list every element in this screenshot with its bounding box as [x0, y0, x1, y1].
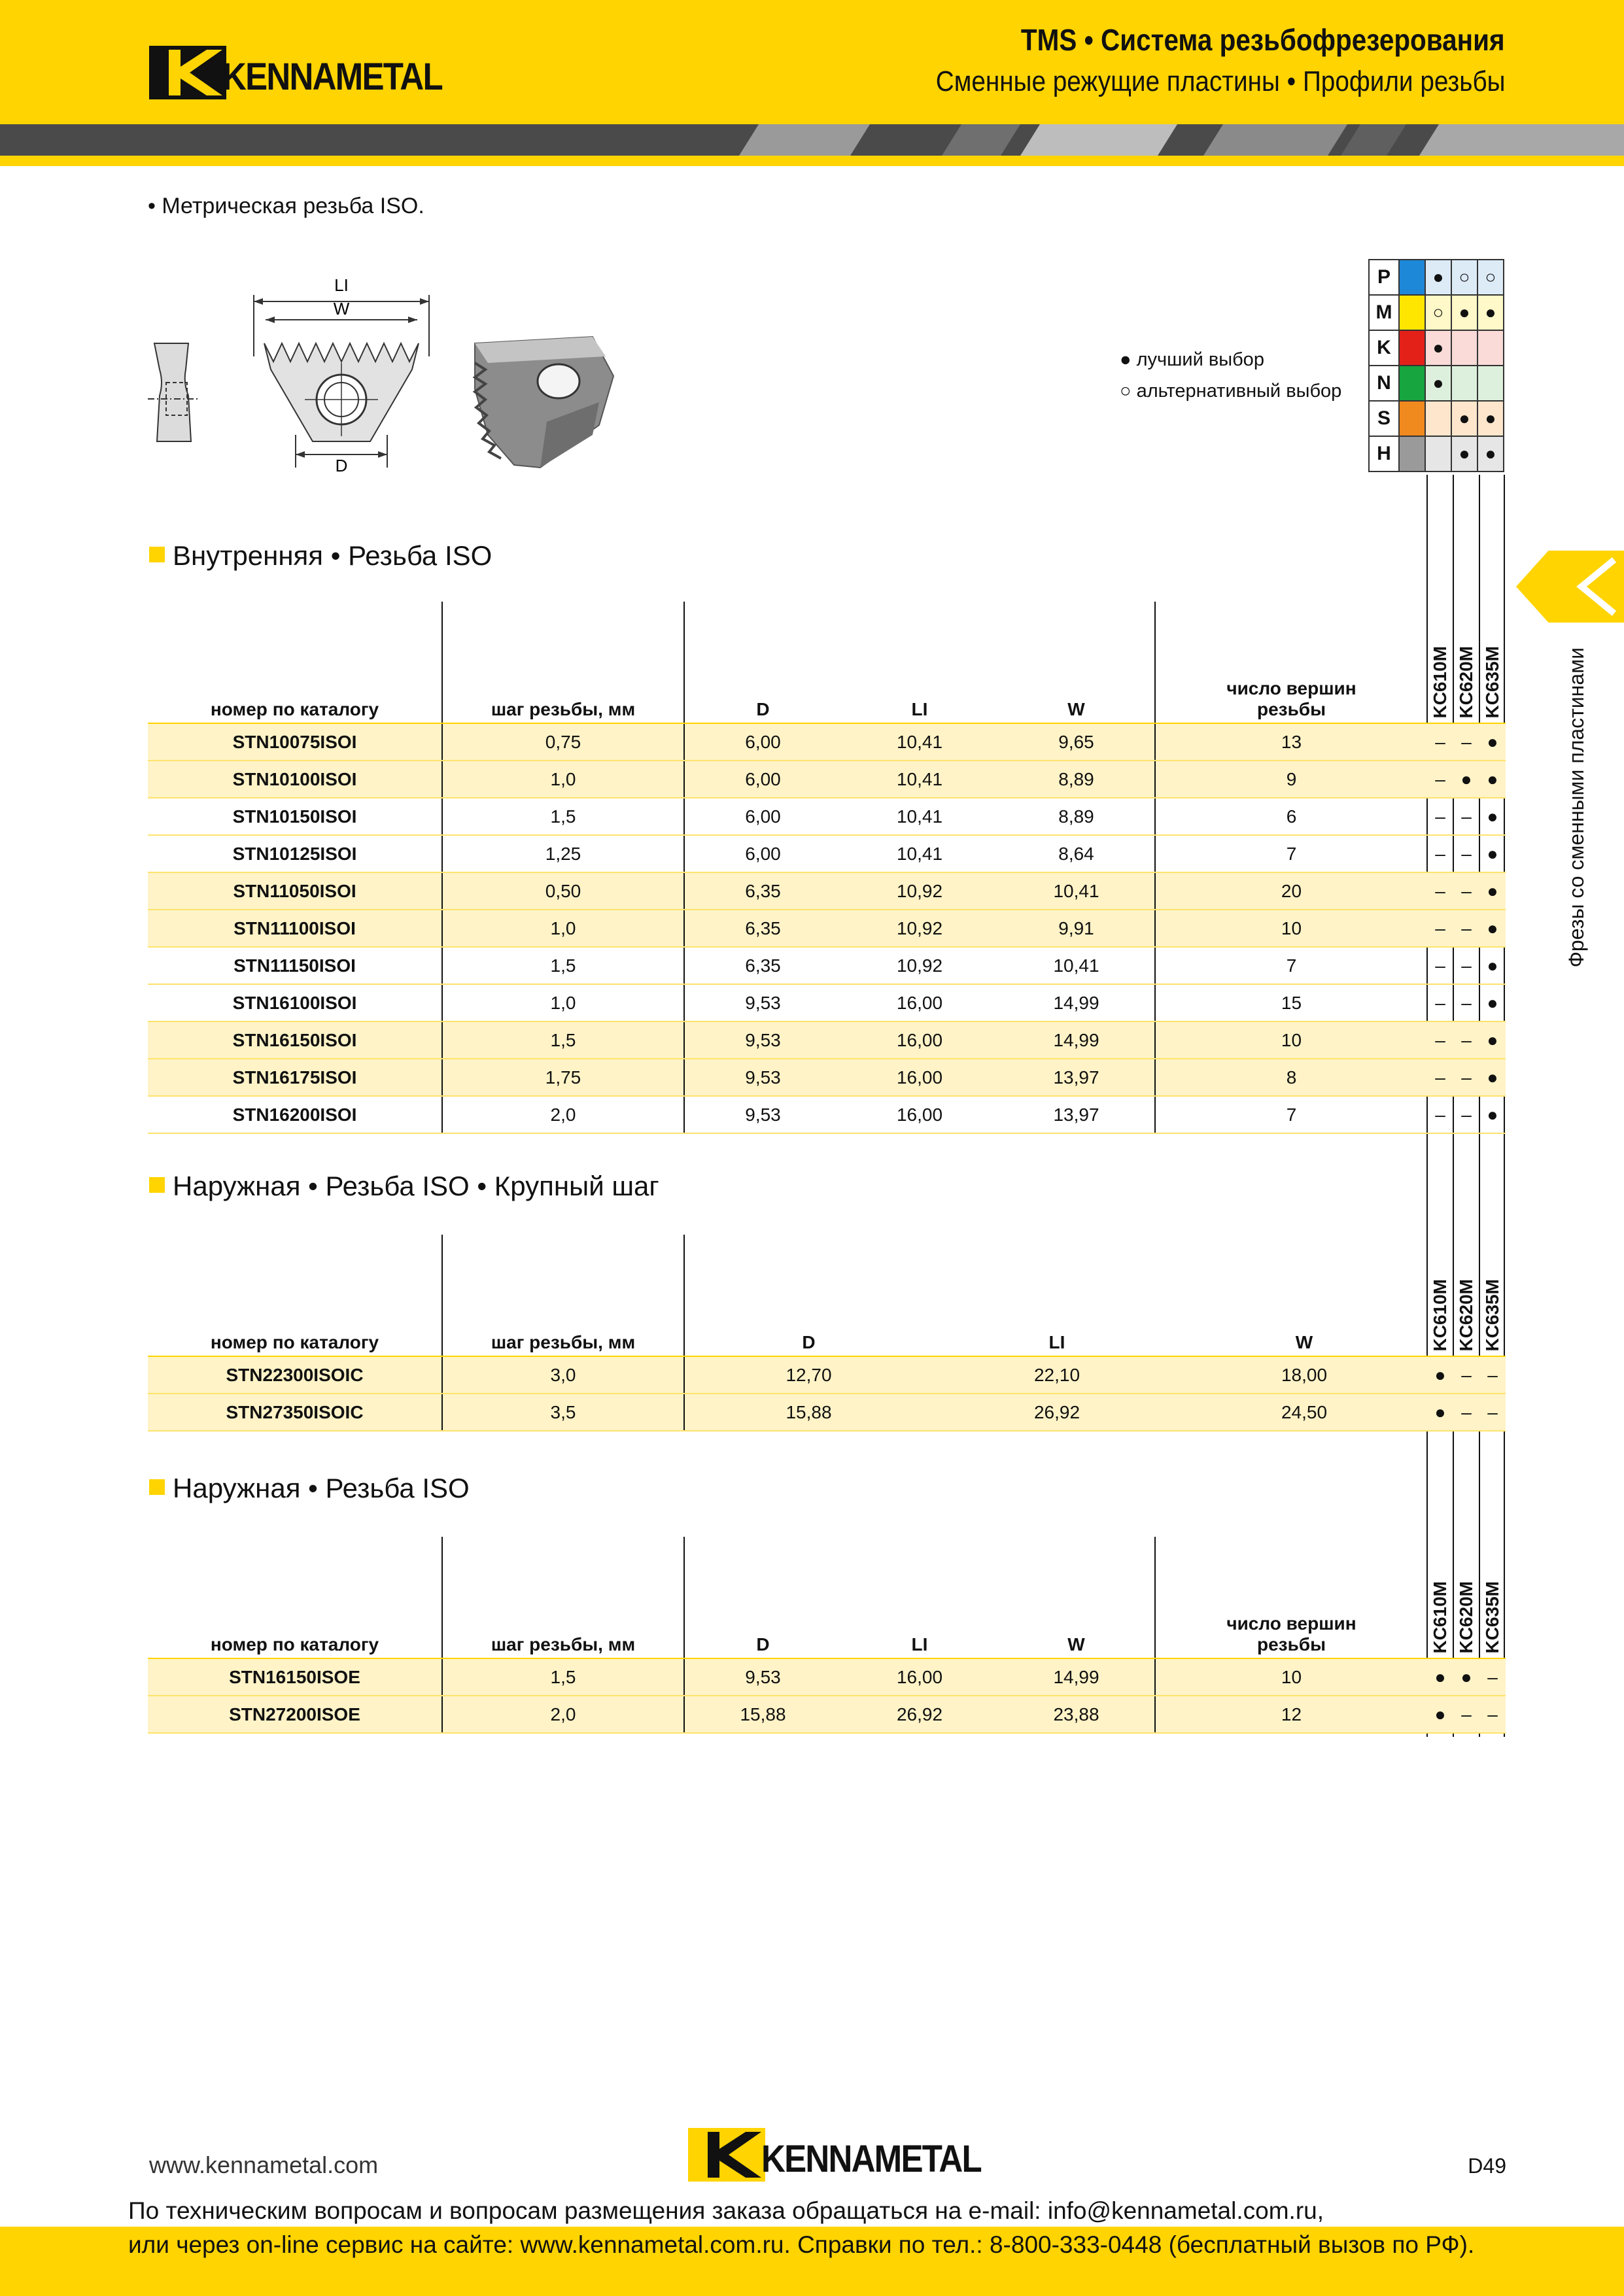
table-row — [148, 761, 1506, 798]
grade-mark: ● — [1427, 1356, 1453, 1394]
cell-pitch: 1,0 — [442, 984, 684, 1021]
cell-li: 10,41 — [841, 835, 998, 872]
column-header: номер по каталогу — [148, 1235, 442, 1356]
material-grade-mark: ● — [1425, 260, 1451, 295]
stripes-decoration-icon — [0, 124, 1624, 156]
column-header: D — [684, 1537, 841, 1658]
grade-mark: – — [1453, 984, 1479, 1021]
cell-w: 14,99 — [998, 1021, 1155, 1059]
column-header: W — [998, 602, 1155, 723]
insert-side-view-icon — [148, 343, 200, 441]
header-yellow-line — [0, 156, 1624, 166]
cell-n: 8 — [1155, 1059, 1427, 1096]
table-external-iso — [148, 1537, 1506, 1734]
material-grade-mark: ○ — [1451, 260, 1477, 295]
grade-mark: – — [1427, 1096, 1453, 1133]
cell-li: 10,92 — [841, 910, 998, 947]
cell-li: 16,00 — [841, 1021, 998, 1059]
table-row — [148, 835, 1506, 872]
grade-mark: – — [1427, 723, 1453, 761]
material-letter: P — [1369, 260, 1399, 295]
table-row — [148, 723, 1506, 761]
kennametal-k-icon — [688, 2128, 765, 2182]
cell-d: 9,53 — [684, 984, 841, 1021]
grade-label: KC635M — [1482, 645, 1502, 718]
table-row — [148, 947, 1506, 984]
material-color-swatch — [1399, 330, 1425, 366]
grade-mark: – — [1427, 947, 1453, 984]
section-heading-external: Наружная • Резьба ISO — [149, 1473, 470, 1504]
cell-d: 9,53 — [684, 1096, 841, 1133]
yellow-square-icon — [149, 1177, 165, 1193]
material-grade-mark: ● — [1477, 295, 1504, 330]
catalog-number: STN27350ISOIC — [148, 1394, 442, 1431]
cell-li: 10,41 — [841, 798, 998, 835]
cell-w: 23,88 — [998, 1696, 1155, 1733]
column-header: W — [1181, 1235, 1427, 1356]
footer-contact-line1: По техническим вопросам и вопросам размещения заказа обращаться на e-mail: info@kennametal.com.ru, — [128, 2197, 1324, 2224]
column-header: LI — [841, 1537, 998, 1658]
cell-n: 13 — [1155, 723, 1427, 761]
cell-d: 12,70 — [684, 1356, 933, 1394]
section-tab — [1516, 551, 1624, 623]
legend-alternative-choice: ○ альтернативный выбор — [1120, 381, 1342, 402]
cell-d: 15,88 — [684, 1394, 933, 1431]
grade-mark: ● — [1453, 761, 1479, 798]
column-header: шаг резьбы, мм — [442, 602, 684, 723]
grade-header-kc620m — [1453, 602, 1479, 723]
cell-li: 16,00 — [841, 1096, 998, 1133]
page-subtitle: Сменные режущие пластины • Профили резьбы — [935, 65, 1505, 97]
page-number: D49 — [1468, 2154, 1506, 2178]
material-row-h — [1369, 436, 1504, 471]
material-grade-mark: ● — [1451, 295, 1477, 330]
cell-d: 9,53 — [684, 1658, 841, 1696]
cell-n: 9 — [1155, 761, 1427, 798]
cell-d: 6,35 — [684, 872, 841, 910]
grade-mark: ● — [1479, 1021, 1506, 1059]
brand-name: KENNAMETAL — [222, 56, 442, 98]
catalog-number: STN10075ISOI — [148, 723, 442, 761]
table-row — [148, 1059, 1506, 1096]
grade-label: KC620M — [1456, 645, 1476, 718]
grade-label: KC635M — [1482, 1581, 1502, 1653]
grade-mark: – — [1453, 798, 1479, 835]
grade-mark: – — [1453, 910, 1479, 947]
material-grade-mark: ● — [1425, 366, 1451, 401]
cell-li: 16,00 — [841, 1658, 998, 1696]
catalog-number: STN10150ISOI — [148, 798, 442, 835]
table-row — [148, 1658, 1506, 1696]
cell-li: 22,10 — [933, 1356, 1181, 1394]
material-grade-mark — [1451, 330, 1477, 366]
insert-drawings — [148, 271, 632, 474]
table-row — [148, 910, 1506, 947]
catalog-number: STN27200ISOE — [148, 1696, 442, 1733]
cell-w: 13,97 — [998, 1059, 1155, 1096]
catalog-number: STN16200ISOI — [148, 1096, 442, 1133]
catalog-number: STN22300ISOIC — [148, 1356, 442, 1394]
grade-header-kc620m — [1453, 1235, 1479, 1356]
grade-mark: ● — [1427, 1658, 1453, 1696]
grade-label: KC635M — [1482, 1278, 1502, 1351]
grade-mark: – — [1453, 1096, 1479, 1133]
cell-li: 10,92 — [841, 947, 998, 984]
column-header: число вершин резьбы — [1155, 1537, 1427, 1658]
cell-pitch: 3,0 — [442, 1356, 684, 1394]
grade-mark: – — [1479, 1658, 1506, 1696]
grade-mark: ● — [1479, 872, 1506, 910]
material-grade-mark — [1425, 436, 1451, 471]
page-title: TMS • Система резьбофрезерования — [1021, 23, 1505, 57]
cell-n: 7 — [1155, 947, 1427, 984]
material-grade-mark — [1477, 330, 1504, 366]
cell-pitch: 1,5 — [442, 1658, 684, 1696]
catalog-number: STN16150ISOE — [148, 1658, 442, 1696]
table-row — [148, 1696, 1506, 1733]
table-row — [148, 1096, 1506, 1133]
footer-contact-line2: или через on-line сервис на сайте: www.kennametal.com.ru. Справки по тел.: 8-800-333-0448 (бесплатный вызов по РФ). — [128, 2231, 1475, 2258]
grade-mark: – — [1479, 1696, 1506, 1733]
grade-header-kc635m — [1479, 602, 1506, 723]
table-row — [148, 798, 1506, 835]
chevron-left-icon — [1516, 551, 1624, 623]
material-letter: M — [1369, 295, 1399, 330]
column-header: D — [684, 1235, 933, 1356]
kennametal-logo[interactable] — [149, 46, 442, 99]
cell-pitch: 1,75 — [442, 1059, 684, 1096]
grade-header-kc635m — [1479, 1235, 1506, 1356]
cell-li: 16,00 — [841, 984, 998, 1021]
footer-website-link[interactable]: www.kennametal.com — [149, 2151, 379, 2178]
catalog-number: STN11150ISOI — [148, 947, 442, 984]
material-color-swatch — [1399, 295, 1425, 330]
grade-mark: – — [1453, 1059, 1479, 1096]
cell-pitch: 1,5 — [442, 947, 684, 984]
material-color-swatch — [1399, 366, 1425, 401]
section-heading-internal: Внутренняя • Резьба ISO — [149, 540, 492, 572]
catalog-number: STN10125ISOI — [148, 835, 442, 872]
grade-header-kc610m — [1427, 1537, 1453, 1658]
column-header: число вершин резьбы — [1155, 602, 1427, 723]
cell-d: 6,35 — [684, 947, 841, 984]
kennametal-logo-footer — [688, 2128, 981, 2182]
material-grade-mark: ● — [1451, 401, 1477, 436]
grade-label: KC610M — [1430, 1581, 1450, 1653]
cell-n: 10 — [1155, 1021, 1427, 1059]
material-grade-mark: ● — [1451, 436, 1477, 471]
grade-mark: ● — [1427, 1394, 1453, 1431]
material-grade-mark: ○ — [1425, 295, 1451, 330]
cell-li: 16,00 — [841, 1059, 998, 1096]
cell-n: 7 — [1155, 1096, 1427, 1133]
cell-w: 14,99 — [998, 984, 1155, 1021]
cell-pitch: 3,5 — [442, 1394, 684, 1431]
grade-mark: – — [1479, 1394, 1506, 1431]
grade-header-kc610m — [1427, 602, 1453, 723]
grade-mark: – — [1427, 835, 1453, 872]
table-row — [148, 1394, 1506, 1431]
grade-mark: – — [1427, 872, 1453, 910]
cell-pitch: 1,0 — [442, 761, 684, 798]
material-row-p — [1369, 260, 1504, 295]
cell-pitch: 2,0 — [442, 1696, 684, 1733]
material-row-n — [1369, 366, 1504, 401]
drawing-label-w: W — [333, 299, 350, 318]
grade-mark: ● — [1479, 1096, 1506, 1133]
cell-d: 9,53 — [684, 1059, 841, 1096]
yellow-square-icon — [149, 547, 165, 562]
material-grade-mark: ● — [1477, 436, 1504, 471]
grade-mark: – — [1453, 947, 1479, 984]
material-grade-mark: ● — [1425, 330, 1451, 366]
drawing-label-d: D — [335, 456, 348, 474]
brand-name-footer: KENNAMETAL — [761, 2138, 981, 2180]
cell-pitch: 0,75 — [442, 723, 684, 761]
column-header: шаг резьбы, мм — [442, 1537, 684, 1658]
cell-d: 6,00 — [684, 835, 841, 872]
material-row-m — [1369, 295, 1504, 330]
cell-d: 6,00 — [684, 798, 841, 835]
grade-header-kc635m — [1479, 1537, 1506, 1658]
legend-best-choice: ● лучший выбор — [1120, 349, 1264, 370]
column-header: номер по каталогу — [148, 1537, 442, 1658]
cell-w: 14,99 — [998, 1658, 1155, 1696]
cell-w: 9,65 — [998, 723, 1155, 761]
grade-label: KC620M — [1456, 1581, 1476, 1653]
grade-mark: – — [1427, 910, 1453, 947]
legend — [1120, 344, 1341, 407]
grade-mark: ● — [1479, 984, 1506, 1021]
material-grade-mark: ○ — [1477, 260, 1504, 295]
cell-pitch: 1,5 — [442, 1021, 684, 1059]
cell-d: 6,00 — [684, 761, 841, 798]
yellow-square-icon — [149, 1479, 165, 1495]
cell-n: 6 — [1155, 798, 1427, 835]
material-grid — [1368, 259, 1504, 472]
grade-mark: ● — [1479, 910, 1506, 947]
material-letter: K — [1369, 330, 1399, 366]
cell-pitch: 1,25 — [442, 835, 684, 872]
cell-w: 10,41 — [998, 947, 1155, 984]
drawing-label-li: LI — [334, 275, 349, 295]
grade-mark: ● — [1453, 1658, 1479, 1696]
cell-d: 6,00 — [684, 723, 841, 761]
grade-mark: ● — [1479, 947, 1506, 984]
insert-front-view-icon — [254, 275, 429, 474]
catalog-number: STN16175ISOI — [148, 1059, 442, 1096]
cell-w: 10,41 — [998, 872, 1155, 910]
catalog-number: STN11050ISOI — [148, 872, 442, 910]
grade-mark: ● — [1479, 761, 1506, 798]
table-row — [148, 872, 1506, 910]
grade-mark: – — [1453, 1021, 1479, 1059]
cell-d: 15,88 — [684, 1696, 841, 1733]
grade-header-kc610m — [1427, 1235, 1453, 1356]
grade-mark: – — [1453, 1696, 1479, 1733]
catalog-number: STN16150ISOI — [148, 1021, 442, 1059]
cell-n: 15 — [1155, 984, 1427, 1021]
cell-li: 10,41 — [841, 723, 998, 761]
material-letter: S — [1369, 401, 1399, 436]
cell-w: 9,91 — [998, 910, 1155, 947]
column-header: D — [684, 602, 841, 723]
cell-w: 18,00 — [1181, 1356, 1427, 1394]
grade-mark: ● — [1479, 1059, 1506, 1096]
column-header: W — [998, 1537, 1155, 1658]
cell-d: 9,53 — [684, 1021, 841, 1059]
material-color-swatch — [1399, 401, 1425, 436]
grade-mark: – — [1427, 1021, 1453, 1059]
grade-mark: ● — [1427, 1696, 1453, 1733]
cell-w: 8,89 — [998, 798, 1155, 835]
column-header: LI — [841, 602, 998, 723]
grade-mark: – — [1453, 1356, 1479, 1394]
grade-mark: – — [1427, 1059, 1453, 1096]
cell-li: 26,92 — [933, 1394, 1181, 1431]
side-section-label: Фрезы со сменными пластинами — [1564, 647, 1588, 968]
cell-w: 8,64 — [998, 835, 1155, 872]
material-row-s — [1369, 401, 1504, 436]
grade-mark: – — [1479, 1356, 1506, 1394]
kennametal-k-icon — [149, 46, 226, 99]
cell-w: 13,97 — [998, 1096, 1155, 1133]
table-row — [148, 1356, 1506, 1394]
cell-li: 10,41 — [841, 761, 998, 798]
grade-mark: – — [1427, 798, 1453, 835]
cell-n: 7 — [1155, 835, 1427, 872]
cell-w: 24,50 — [1181, 1394, 1427, 1431]
material-grade-mark: ● — [1477, 401, 1504, 436]
cell-n: 10 — [1155, 1658, 1427, 1696]
column-header: LI — [933, 1235, 1181, 1356]
material-grade-mark — [1425, 401, 1451, 436]
table-external-coarse — [148, 1235, 1506, 1431]
cell-n: 12 — [1155, 1696, 1427, 1733]
catalog-number: STN16100ISOI — [148, 984, 442, 1021]
grade-mark: – — [1453, 872, 1479, 910]
insert-photo-icon — [475, 337, 613, 468]
cell-pitch: 1,5 — [442, 798, 684, 835]
material-color-swatch — [1399, 260, 1425, 295]
material-letter: H — [1369, 436, 1399, 471]
grade-mark: – — [1453, 723, 1479, 761]
grade-mark: – — [1427, 984, 1453, 1021]
grade-mark: – — [1453, 1394, 1479, 1431]
material-grade-mark — [1477, 366, 1504, 401]
cell-pitch: 2,0 — [442, 1096, 684, 1133]
cell-d: 6,35 — [684, 910, 841, 947]
grade-label: KC610M — [1430, 645, 1450, 718]
material-color-swatch — [1399, 436, 1425, 471]
grade-header-kc620m — [1453, 1537, 1479, 1658]
table-internal-iso — [148, 602, 1506, 1134]
grade-mark: ● — [1479, 723, 1506, 761]
cell-pitch: 0,50 — [442, 872, 684, 910]
catalog-number: STN10100ISOI — [148, 761, 442, 798]
cell-pitch: 1,0 — [442, 910, 684, 947]
cell-li: 10,92 — [841, 872, 998, 910]
column-header: номер по каталогу — [148, 602, 442, 723]
cell-li: 26,92 — [841, 1696, 998, 1733]
grade-mark: – — [1453, 835, 1479, 872]
grade-label: KC620M — [1456, 1278, 1476, 1351]
cell-w: 8,89 — [998, 761, 1155, 798]
material-grade-mark — [1451, 366, 1477, 401]
grade-mark: – — [1427, 761, 1453, 798]
table-row — [148, 984, 1506, 1021]
material-letter: N — [1369, 366, 1399, 401]
section-heading-external-coarse: Наружная • Резьба ISO • Крупный шаг — [149, 1171, 659, 1202]
header-stripes — [0, 124, 1624, 156]
cell-n: 20 — [1155, 872, 1427, 910]
grade-label: KC610M — [1430, 1278, 1450, 1351]
table-row — [148, 1021, 1506, 1059]
material-row-k — [1369, 330, 1504, 366]
grade-mark: ● — [1479, 835, 1506, 872]
column-header: шаг резьбы, мм — [442, 1235, 684, 1356]
grade-mark: ● — [1479, 798, 1506, 835]
intro-bullet: • Метрическая резьба ISO. — [148, 194, 424, 218]
catalog-number: STN11100ISOI — [148, 910, 442, 947]
cell-n: 10 — [1155, 910, 1427, 947]
